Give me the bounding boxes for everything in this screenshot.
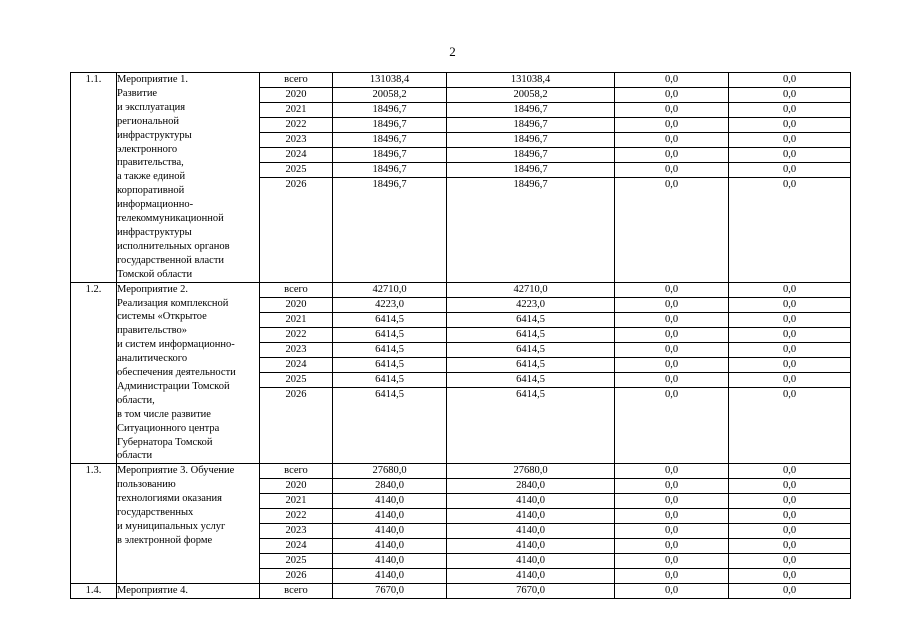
regional-value: 18496,7 <box>447 118 614 133</box>
other-value: 0,0 <box>729 103 850 118</box>
measure-title-line: исполнительных органов <box>117 240 230 252</box>
measure-title-line: технологиями оказания <box>117 493 222 505</box>
row-number: 1.1. <box>71 73 117 283</box>
federal-value-column <box>615 282 729 464</box>
measure-title-line: Губернатора Томской <box>117 436 213 448</box>
measure-title-line: и систем информационно- <box>117 339 235 351</box>
regional-value: 6414,5 <box>516 388 545 400</box>
year-cell: 2026 <box>285 179 307 190</box>
year-cell: 2020 <box>260 298 332 313</box>
total-value: 42710,0 <box>333 283 446 298</box>
table-row <box>71 584 851 599</box>
year-cell: 2022 <box>260 118 332 133</box>
regional-value: 6414,5 <box>447 373 614 388</box>
total-value: 18496,7 <box>333 133 446 148</box>
other-value: 0,0 <box>729 73 850 88</box>
total-value: 27680,0 <box>333 464 446 479</box>
total-value: 6414,5 <box>333 313 446 328</box>
federal-value: 0,0 <box>615 358 728 373</box>
other-value: 0,0 <box>729 283 850 298</box>
total-value-column <box>333 584 447 599</box>
year-cell: 2020 <box>260 479 332 494</box>
federal-value: 0,0 <box>615 313 728 328</box>
measure-title-line: Томской области <box>117 268 193 280</box>
table-row <box>71 73 851 283</box>
federal-value: 0,0 <box>615 479 728 494</box>
federal-value: 0,0 <box>615 328 728 343</box>
year-cell-column <box>260 282 333 464</box>
year-cell: 2024 <box>260 358 332 373</box>
other-value: 0,0 <box>729 133 850 148</box>
other-value: 0,0 <box>729 148 850 163</box>
federal-value: 0,0 <box>664 179 679 190</box>
other-value: 0,0 <box>782 179 797 190</box>
measure-title-line: системы «Открытое <box>117 311 207 323</box>
year-cell: всего <box>260 73 332 88</box>
regional-value: 7670,0 <box>516 585 545 597</box>
row-number: 1.2. <box>71 282 117 464</box>
table-row <box>71 282 851 464</box>
other-value: 0,0 <box>729 313 850 328</box>
measure-title-line: Мероприятие 2. <box>117 283 189 295</box>
federal-value: 0,0 <box>615 539 728 554</box>
federal-value: 0,0 <box>615 464 728 479</box>
year-cell-column <box>260 73 333 283</box>
other-value: 0,0 <box>729 163 850 178</box>
measure-title <box>117 584 260 599</box>
year-cell: 2025 <box>260 163 332 178</box>
year-cell: 2021 <box>260 313 332 328</box>
federal-value: 0,0 <box>664 585 679 597</box>
measure-title-line: правительство» <box>117 325 188 337</box>
regional-value: 42710,0 <box>447 283 614 298</box>
measure-title-line: региональной <box>117 115 179 127</box>
regional-value: 4140,0 <box>447 539 614 554</box>
other-value: 0,0 <box>729 524 850 539</box>
total-value: 4140,0 <box>333 539 446 554</box>
measure-title-line: Мероприятие 4. <box>117 585 189 597</box>
other-value-column <box>729 464 851 584</box>
total-value: 18496,7 <box>333 103 446 118</box>
regional-value: 18496,7 <box>447 163 614 178</box>
row-number: 1.4. <box>71 584 117 599</box>
measure-title-line: Мероприятие 3. Обучение <box>117 465 235 477</box>
other-value-column <box>729 282 851 464</box>
total-value: 4140,0 <box>333 524 446 539</box>
year-cell: 2021 <box>260 494 332 509</box>
year-cell: 2026 <box>285 570 307 582</box>
measure-title-line: государственных <box>117 507 194 519</box>
other-value: 0,0 <box>729 494 850 509</box>
total-value: 6414,5 <box>333 373 446 388</box>
federal-value: 0,0 <box>664 570 679 582</box>
federal-value-column <box>615 73 729 283</box>
year-cell: 2020 <box>260 88 332 103</box>
measure-title-line: в том числе развитие <box>117 408 211 420</box>
regional-value: 131038,4 <box>447 73 614 88</box>
year-cell: 2022 <box>260 509 332 524</box>
other-value-column <box>729 73 851 283</box>
federal-value: 0,0 <box>615 148 728 163</box>
regional-value: 4140,0 <box>447 524 614 539</box>
year-cell: 2026 <box>285 388 307 400</box>
total-value: 4140,0 <box>333 494 446 509</box>
other-value: 0,0 <box>782 388 797 400</box>
measure-title <box>117 282 260 464</box>
regional-value: 4140,0 <box>447 554 614 569</box>
measure-title-line: государственной власти <box>117 254 225 266</box>
measure-title-line: инфраструктуры <box>117 129 192 141</box>
total-value-column <box>333 464 447 584</box>
other-value: 0,0 <box>782 585 797 597</box>
regional-value: 6414,5 <box>447 313 614 328</box>
measure-title-line: телекоммуникационной <box>117 213 224 225</box>
regional-value: 6414,5 <box>447 328 614 343</box>
measure-title <box>117 464 260 584</box>
total-value: 20058,2 <box>333 88 446 103</box>
year-cell: всего <box>260 464 332 479</box>
federal-value: 0,0 <box>615 494 728 509</box>
year-cell: 2025 <box>260 373 332 388</box>
year-cell-column <box>260 584 333 599</box>
total-value: 4140,0 <box>333 509 446 524</box>
total-value: 18496,7 <box>333 148 446 163</box>
federal-value: 0,0 <box>615 373 728 388</box>
year-cell: 2022 <box>260 328 332 343</box>
year-cell: 2024 <box>260 148 332 163</box>
measure-title-line: в электронной форме <box>117 534 213 546</box>
total-value-column <box>333 282 447 464</box>
regional-value-column <box>447 584 615 599</box>
federal-value: 0,0 <box>664 388 679 400</box>
federal-value-column <box>615 584 729 599</box>
regional-value: 20058,2 <box>447 88 614 103</box>
measure-title-line: и муниципальных услуг <box>117 521 226 532</box>
regional-value: 4223,0 <box>447 298 614 313</box>
regional-value: 4140,0 <box>516 570 545 582</box>
federal-value: 0,0 <box>615 163 728 178</box>
regional-value-column <box>447 73 615 283</box>
regional-value: 18496,7 <box>447 103 614 118</box>
financing-table <box>70 72 851 599</box>
measure-title-line: и эксплуатация <box>117 101 186 113</box>
year-cell-column <box>260 464 333 584</box>
year-cell: 2024 <box>260 539 332 554</box>
measure-title-line: информационно- <box>117 199 194 211</box>
other-value: 0,0 <box>729 118 850 133</box>
total-value: 4140,0 <box>375 570 404 582</box>
regional-value: 4140,0 <box>447 494 614 509</box>
measure-title-line: корпоративной <box>117 185 185 197</box>
row-number: 1.3. <box>71 464 117 584</box>
federal-value: 0,0 <box>615 554 728 569</box>
federal-value: 0,0 <box>615 509 728 524</box>
federal-value: 0,0 <box>615 73 728 88</box>
total-value: 18496,7 <box>372 179 407 190</box>
other-value: 0,0 <box>729 358 850 373</box>
other-value: 0,0 <box>729 343 850 358</box>
federal-value: 0,0 <box>615 118 728 133</box>
year-cell: 2023 <box>260 343 332 358</box>
regional-value: 18496,7 <box>513 179 548 190</box>
year-cell: 2023 <box>260 524 332 539</box>
year-cell: 2025 <box>260 554 332 569</box>
measure-title-line: области <box>117 450 153 462</box>
year-cell: всего <box>284 585 308 597</box>
measure-title-line: Развитие <box>117 87 158 99</box>
regional-value-column <box>447 464 615 584</box>
total-value: 4223,0 <box>333 298 446 313</box>
regional-value: 18496,7 <box>447 148 614 163</box>
other-value: 0,0 <box>729 554 850 569</box>
year-cell: 2023 <box>260 133 332 148</box>
total-value: 6414,5 <box>333 358 446 373</box>
regional-value: 6414,5 <box>447 343 614 358</box>
total-value-column <box>333 73 447 283</box>
page-number: 2 <box>449 44 456 59</box>
federal-value: 0,0 <box>615 133 728 148</box>
federal-value: 0,0 <box>615 298 728 313</box>
other-value: 0,0 <box>729 509 850 524</box>
total-value: 131038,4 <box>333 73 446 88</box>
measure-title-line: Ситуационного центра <box>117 422 220 434</box>
other-value: 0,0 <box>782 570 797 582</box>
total-value: 7670,0 <box>375 585 404 597</box>
other-value: 0,0 <box>729 373 850 388</box>
regional-value-column <box>447 282 615 464</box>
regional-value: 2840,0 <box>447 479 614 494</box>
total-value: 6414,5 <box>375 388 404 400</box>
total-value: 18496,7 <box>333 163 446 178</box>
measure-title-line: обеспечения деятельности <box>117 367 236 379</box>
total-value: 18496,7 <box>333 118 446 133</box>
other-value: 0,0 <box>729 88 850 103</box>
other-value: 0,0 <box>729 464 850 479</box>
year-cell: 2021 <box>260 103 332 118</box>
other-value: 0,0 <box>729 539 850 554</box>
year-cell: всего <box>260 283 332 298</box>
measure-title-line: правительства, <box>117 157 184 169</box>
measure-title-line: пользованию <box>117 479 176 491</box>
federal-value: 0,0 <box>615 103 728 118</box>
federal-value: 0,0 <box>615 343 728 358</box>
measure-title-line: Мероприятие 1. <box>117 74 189 85</box>
measure-title-line: области, <box>117 394 155 406</box>
other-value: 0,0 <box>729 328 850 343</box>
total-value: 6414,5 <box>333 343 446 358</box>
total-value: 6414,5 <box>333 328 446 343</box>
total-value: 2840,0 <box>333 479 446 494</box>
federal-value: 0,0 <box>615 88 728 103</box>
federal-value: 0,0 <box>615 524 728 539</box>
measure-title-line: а также единой <box>117 171 186 183</box>
regional-value: 18496,7 <box>447 133 614 148</box>
other-value: 0,0 <box>729 298 850 313</box>
total-value: 4140,0 <box>333 554 446 569</box>
table-row <box>71 464 851 584</box>
regional-value: 6414,5 <box>447 358 614 373</box>
measure-title-line: электронного <box>117 143 178 155</box>
measure-title-line: Администрации Томской <box>117 380 230 392</box>
federal-value: 0,0 <box>615 283 728 298</box>
other-value: 0,0 <box>729 479 850 494</box>
other-value-column <box>729 584 851 599</box>
regional-value: 4140,0 <box>447 509 614 524</box>
measure-title-line: Реализация комплексной <box>117 297 229 309</box>
measure-title <box>117 73 260 283</box>
regional-value: 27680,0 <box>447 464 614 479</box>
measure-title-line: аналитического <box>117 353 188 365</box>
federal-value-column <box>615 464 729 584</box>
measure-title-line: инфраструктуры <box>117 226 192 238</box>
